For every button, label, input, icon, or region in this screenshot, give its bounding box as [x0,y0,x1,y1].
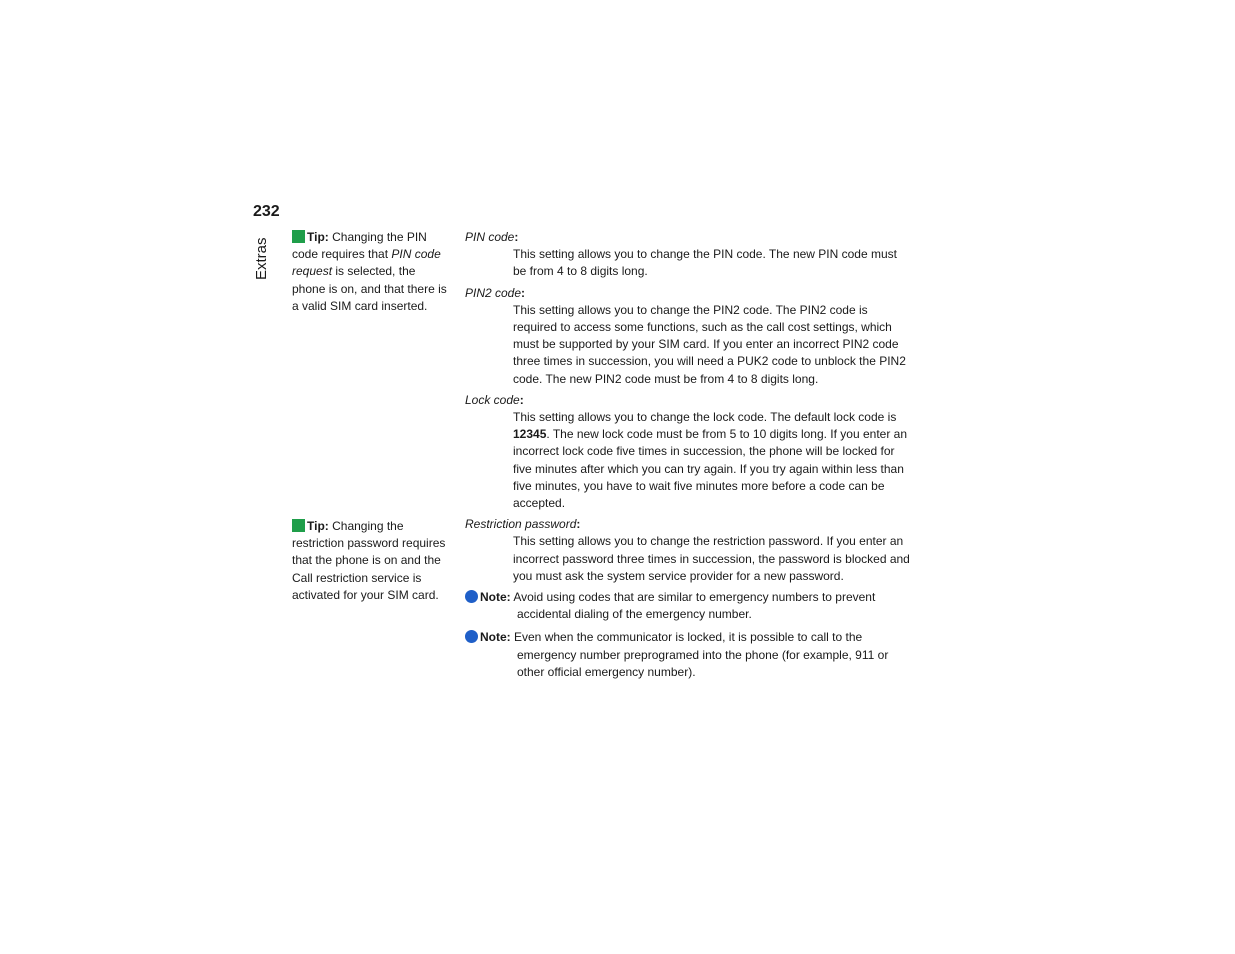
term-label: PIN code [465,230,515,244]
tip-text: Changing the restriction password requires that the phone is on and the Call restriction service is activated for your SIM card. [292,519,446,602]
tip-label: Tip: [307,230,329,244]
note-label: Note: [480,630,511,645]
desc-text: . The new lock code must be from 5 to 10 digits long. If you enter an incorrect lock code five times in succession, the phone will be locked for five minutes after which you can try again. If you try again within less than five minutes, you have to wait five minutes more before a code can be accepted. [513,427,908,511]
note-icon [465,630,478,643]
note-text: Avoid using codes that are similar to emergency numbers to prevent accidental dialing of the emergency number. [510,590,876,622]
tip-text: Changing the PIN code requires that [292,230,427,262]
main-content [465,229,911,685]
term-label: Lock code [465,392,520,407]
tip-icon [292,230,305,243]
term-colon: : [521,285,526,300]
desc-lock-code [513,409,911,512]
sidebar-tip-restriction [292,518,448,604]
note-icon [465,590,478,603]
desc-text: This setting allows you to change the lock code. The default lock code is [513,410,897,425]
desc-pin2-code: This setting allows you to change the PIN2 code. The PIN2 code is required to access some functions, such as the call cost settings, which must be supported by your SIM card. If you enter an incorrect PIN2 code three times in succession, you will need a PUK2 code to unblock the PIN2 code. The new PIN2 code must be from 4 to 8 digits long. [513,302,906,386]
term-colon: : [519,392,524,407]
note-emergency-call [465,629,911,681]
tip-label: Tip: [307,519,329,533]
term-colon: : [576,517,581,532]
desc-pin-code: This setting allows you to change the PIN code. The new PIN code must be from 4 to 8 digits long. [513,247,897,279]
term-restriction-password [465,516,911,533]
default-lock-code: 12345 [513,427,547,442]
note-label: Note: [480,590,511,605]
note-emergency-codes [465,589,911,623]
term-lock-code [465,392,911,409]
note-text: Even when the communicator is locked, it is possible to call to the emergency number preprogramed into the phone (for example, 911 or other official emergency number). [510,630,889,679]
tip-icon [292,519,305,532]
term-pin2-code [465,285,911,302]
sidebar-tip-pin [292,229,448,315]
tip-text: is selected, the phone is on, and that there is a valid SIM card inserted. [292,264,447,313]
tip-italic-setting: PIN code request [292,247,441,279]
desc-restriction-password: This setting allows you to change the restriction password. If you enter an incorrect password three times in succession, the password is blocked and you must ask the system service provider for a new password. [513,534,910,583]
term-label: Restriction password [465,517,577,532]
term-pin-code [465,229,911,246]
term-colon: : [514,230,519,244]
page-number: 232 [253,203,280,220]
section-label: Extras [253,237,270,280]
term-label: PIN2 code [465,285,522,300]
